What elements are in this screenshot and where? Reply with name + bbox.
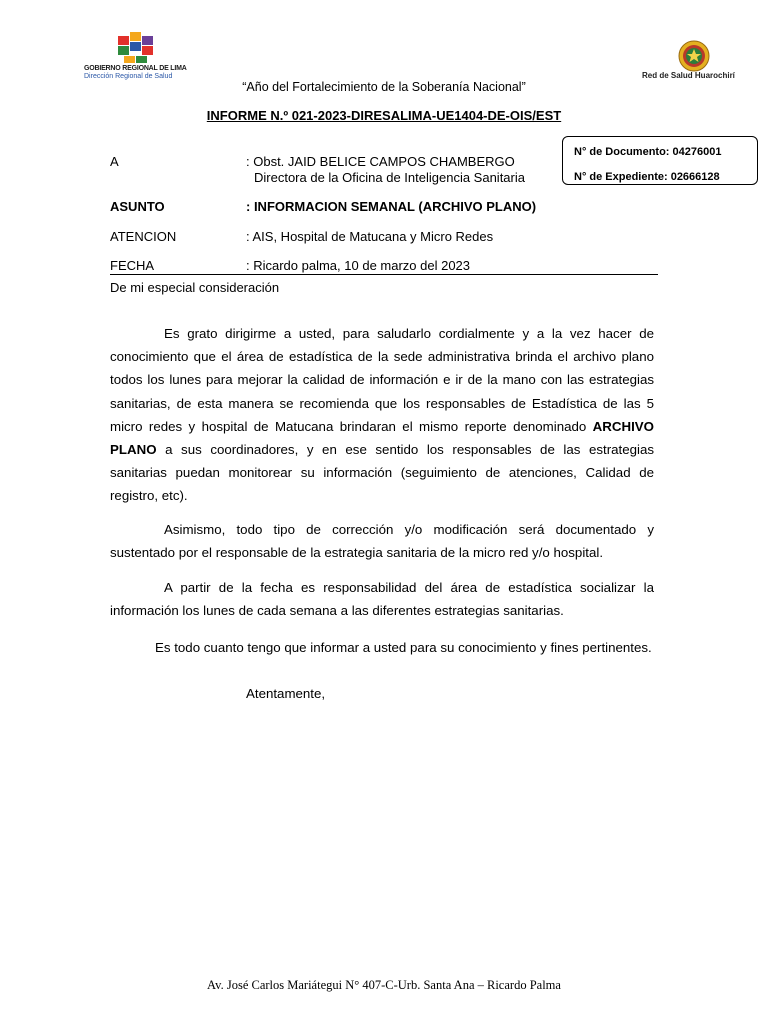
- greeting: De mi especial consideración: [110, 280, 280, 295]
- regional-emblem-icon: [116, 32, 156, 64]
- field-a-value: : Obst. JAID BELICE CAMPOS CHAMBERGO: [246, 154, 515, 169]
- paragraph-1-bold: ARCHIVO PLANO: [110, 418, 654, 458]
- field-asunto-label: ASUNTO: [110, 199, 165, 214]
- document-number: N° de Documento: 04276001: [574, 146, 722, 158]
- year-motto: “Año del Fortalecimiento de la Soberanía Nacional”: [242, 80, 526, 94]
- red-salud-logo: [640, 38, 750, 82]
- red-salud-emblem-icon: [678, 40, 710, 72]
- field-a-value-position: Directora de la Oficina de Inteligencia Sanitaria: [254, 170, 525, 185]
- paragraph-1: [110, 322, 654, 508]
- document-number-box: [562, 136, 758, 185]
- field-atencion-value: : AIS, Hospital de Matucana y Micro Redes: [246, 229, 494, 244]
- footer-address: Av. José Carlos Mariátegui N° 407-C-Urb. Santa Ana – Ricardo Palma: [207, 978, 561, 992]
- field-a-label: A: [110, 154, 119, 169]
- field-fecha-value: : Ricardo palma, 10 de marzo del 2023: [246, 258, 471, 273]
- logo-left-line2: Dirección Regional de Salud: [84, 73, 173, 80]
- field-fecha-label: FECHA: [110, 258, 155, 273]
- closing: Atentamente,: [246, 686, 326, 701]
- gobierno-regional-logo: [82, 30, 194, 82]
- logo-right-label: Red de Salud Huarochirí: [642, 71, 735, 80]
- header-divider: [110, 274, 658, 275]
- paragraph-3: A partir de la fecha es responsabilidad del área de estadística socializar la información los lunes de cada semana a las diferentes estrategias sanitarias.: [110, 580, 654, 619]
- expediente-number: N° de Expediente: 02666128: [574, 171, 720, 183]
- logo-left-line1: GOBIERNO REGIONAL DE LIMA: [84, 65, 187, 72]
- paragraph-4: Es todo cuanto tengo que informar a usted para su conocimiento y fines pertinentes.: [155, 640, 652, 655]
- paragraph-1-text-b: a sus coordinadores, y en ese sentido los responsables de las estrategias sanitarias puedan monitorear su información (seguimiento de atenciones, Calidad de registro, etc).: [110, 442, 654, 504]
- field-asunto-value: : INFORMACION SEMANAL (ARCHIVO PLANO): [246, 199, 537, 214]
- paragraph-1-text-a: Es grato dirigirme a usted, para saludarlo cordialmente y a la vez hacer de conocimiento que el área de estadística de la sede administrativa brinda el archivo plano todos los lunes para mejorar la calidad de información e ir de la mano con las estrategias sanitarias, de esta manera se recomienda que los responsables de Estadística de las 5 micro redes y hospital de Matucana brindaran el mismo reporte denominado: [110, 326, 654, 434]
- report-title: INFORME N.º 021-2023-DIRESALIMA-UE1404-DE-OIS/EST: [206, 108, 562, 123]
- field-atencion-label: ATENCION: [110, 229, 177, 244]
- paragraph-2: Asimismo, todo tipo de corrección y/o modificación será documentado y sustentado por el responsable de la estrategia sanitaria de la micro red y/o hospital.: [110, 522, 654, 561]
